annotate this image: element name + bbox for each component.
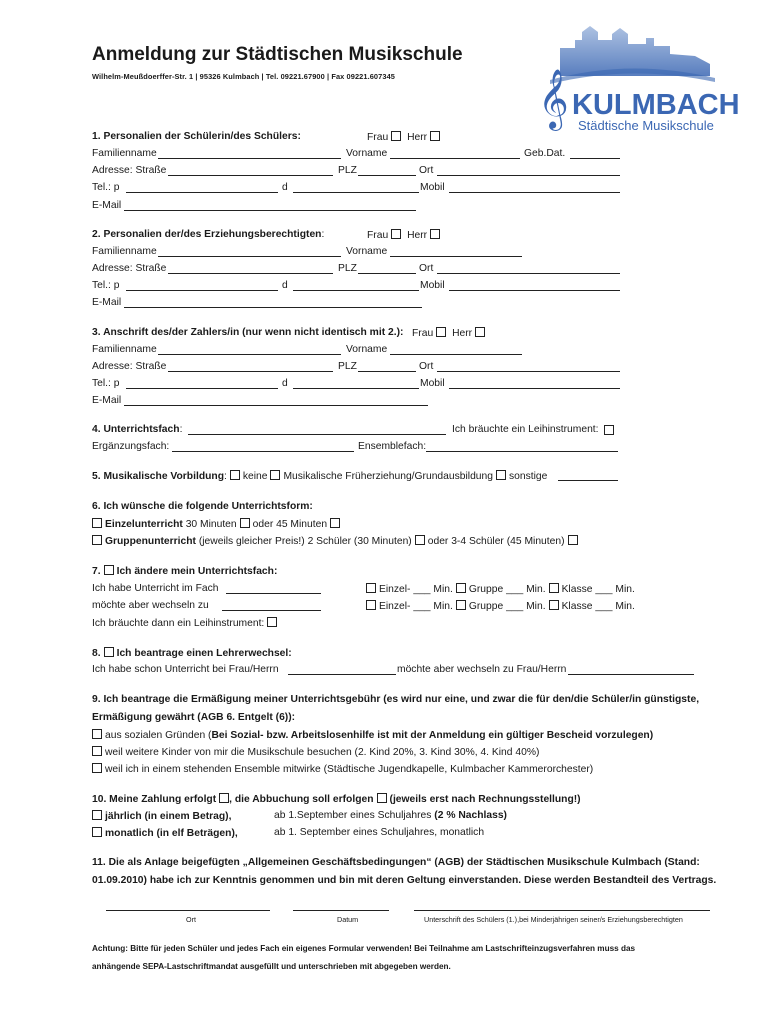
s1-mobil-field[interactable] — [449, 192, 620, 193]
s6-einzel-45-checkbox[interactable] — [330, 518, 340, 528]
s7-r2-min3: Min. — [615, 601, 635, 612]
svg-text:𝄞: 𝄞 — [538, 69, 569, 129]
s6-gruppe-2-checkbox[interactable] — [415, 535, 425, 545]
s9-opt2-label: weil weitere Kinder von mir die Musikschule besuchen (2. Kind 20%, 3. Kind 30%, 4. Kind 40%) — [105, 747, 540, 758]
s6-heading: 6. Ich wünsche die folgende Unterrichtsform: — [92, 501, 313, 512]
s5-keine-label: keine — [242, 471, 268, 482]
s9-opt3-row — [92, 763, 593, 776]
s2-herr-label: Herr — [407, 230, 428, 241]
s6-gruppe-checkbox[interactable] — [92, 535, 102, 545]
s2-ort-field[interactable] — [437, 273, 620, 274]
s7-leih-checkbox[interactable] — [267, 617, 277, 627]
s9-opt1-note: Bei Sozial- bzw. Arbeitslosenhilfe ist mit der Anmeldung ein gültiger Bescheid vorzulegen) — [211, 730, 654, 741]
s6-gruppe-2: (jeweils gleicher Preis!) 2 Schüler (30 Minuten) — [198, 536, 412, 547]
footer-line2: anhängende SEPA-Lastschriftmandat ausgefüllt und unterschrieben mit abgegeben werden. — [92, 962, 451, 971]
s10-monatlich-row — [92, 827, 238, 840]
kulmbach-logo — [520, 18, 740, 136]
s2-heading: 2. Personalien der/des Erziehungsberechtigten — [92, 229, 322, 240]
s6-gruppe-34-checkbox[interactable] — [568, 535, 578, 545]
s2-familienname-field[interactable] — [158, 256, 341, 257]
s7-heading-row — [92, 565, 277, 578]
s5-sonstige-checkbox[interactable] — [496, 470, 506, 480]
s7-r1-min2: Min. — [526, 584, 546, 595]
s1-gender — [367, 131, 443, 144]
s10-jaehrlich-info: ab 1.September eines Schuljahres — [274, 810, 432, 821]
s7-leih-label: Ich bräuchte dann ein Leihinstrument: — [92, 618, 265, 629]
school-address: Wilhelm-Meußdoerffer-Str. 1 | 95326 Kulmbach | Tel. 09221.67900 | Fax 09221.607345 — [92, 72, 395, 81]
s9-opt3-checkbox[interactable] — [92, 763, 102, 773]
s3-strasse-field[interactable] — [168, 371, 333, 372]
s4-ergaenzung-field[interactable] — [172, 451, 354, 452]
s1-mobil-label: Mobil — [420, 182, 445, 193]
s4-ensemble-field[interactable] — [426, 451, 618, 452]
s6-einzel-label: Einzelunterricht — [105, 519, 183, 530]
s7-r1-klasse-checkbox[interactable] — [549, 583, 559, 593]
s3-familienname-field[interactable] — [158, 354, 341, 355]
s8-heading: Ich beantrage einen Lehrerwechsel: — [116, 648, 292, 659]
s7-r1-klasse: Klasse — [561, 584, 593, 595]
s2-adresse-label: Adresse: Straße — [92, 263, 167, 274]
s11-line1: 11. Die als Anlage beigefügten „Allgemeinen Geschäftsbedingungen“ (AGB) der Städtischen Musikschule Kulmbach (Stand: — [92, 857, 700, 868]
s5-frueh-label: Musikalische Früherziehung/Grundausbildung — [283, 471, 493, 482]
s10-heading-c: (jeweils erst nach Rechnungsstellung!) — [389, 794, 581, 805]
s1-gebdat-label: Geb.Dat. — [524, 148, 566, 159]
s1-vorname-label: Vorname — [346, 148, 388, 159]
s2-vorname-field[interactable] — [390, 256, 522, 257]
s10-jaehrlich-nachlass: (2 % Nachlass) — [434, 810, 507, 821]
s2-tel-d-label: d — [282, 280, 288, 291]
s3-adresse-label: Adresse: Straße — [92, 361, 167, 372]
s7-r2-klasse-checkbox[interactable] — [549, 600, 559, 610]
footer-line1: Achtung: Bitte für jeden Schüler und jedes Fach ein eigenes Formular verwenden! Bei Teilnahme am Lastschrifteinzugsverfahren muss das — [92, 944, 636, 953]
s3-frau-label: Frau — [412, 328, 434, 339]
s1-frau-checkbox[interactable] — [391, 131, 401, 141]
s2-colon: : — [321, 229, 325, 240]
s1-ort-label: Ort — [419, 165, 434, 176]
s6-einzel-30: 30 Minuten — [185, 519, 237, 530]
s1-email-label: E-Mail — [92, 200, 122, 211]
s8-text1: Ich habe schon Unterricht bei Frau/Herrn — [92, 664, 279, 675]
signature-datum-field[interactable] — [293, 910, 389, 911]
s7-row1-field[interactable] — [226, 593, 321, 594]
s3-ort-label: Ort — [419, 361, 434, 372]
s4-leih-label: Ich bräuchte ein Leihinstrument: — [452, 424, 599, 435]
s10-monatlich-info: ab 1. September eines Schuljahres, monatlich — [274, 827, 485, 838]
s2-mobil-field[interactable] — [449, 290, 620, 291]
s2-email-field[interactable] — [124, 307, 422, 308]
logo-subtitle: Städtische Musikschule — [578, 118, 714, 133]
s2-mobil-label: Mobil — [420, 280, 445, 291]
s3-gender — [412, 327, 488, 340]
s3-ort-field[interactable] — [437, 371, 620, 372]
s2-gender — [367, 229, 443, 242]
s6-einzel-checkbox[interactable] — [92, 518, 102, 528]
s5-colon: : — [223, 471, 227, 482]
s7-r2-gruppe: Gruppe — [468, 601, 504, 612]
s7-r1-gruppe-checkbox[interactable] — [456, 583, 466, 593]
s4-ensemble-label: Ensemblefach: — [358, 441, 427, 452]
s9-opt2-checkbox[interactable] — [92, 746, 102, 756]
s2-vorname-label: Vorname — [346, 246, 388, 257]
s8-text2: möchte aber wechseln zu Frau/Herrn — [397, 664, 567, 675]
logo-city: KULMBACH — [572, 89, 740, 121]
s10-monatlich-label: monatlich (in elf Beträgen), — [105, 828, 238, 839]
s1-plz-field[interactable] — [358, 175, 416, 176]
s7-options-row2: Einzel- ___ Min. Gruppe ___ Min. Klasse ___ Min. — [366, 600, 635, 613]
s7-options-row1: Einzel- ___ Min. Gruppe ___ Min. Klasse ___ Min. — [366, 583, 635, 596]
s3-plz-label: PLZ — [338, 361, 357, 372]
s10-jaehrlich-checkbox[interactable] — [92, 810, 102, 820]
s7-r1-gruppe: Gruppe — [468, 584, 504, 595]
s3-mobil-field[interactable] — [449, 388, 620, 389]
s1-herr-checkbox[interactable] — [430, 131, 440, 141]
s9-opt1-row — [92, 729, 653, 742]
s1-herr-label: Herr — [407, 132, 428, 143]
s2-heading-wrap — [92, 229, 324, 241]
s3-tel-label: Tel.: p — [92, 378, 120, 389]
s5-heading: 5. Musikalische Vorbildung — [92, 471, 224, 482]
signature-label: Unterschrift des Schülers (1.),bei Minderjährigen seiner/s Erziehungsberechtigten — [424, 915, 683, 924]
s6-einzel-row — [92, 518, 343, 531]
s1-plz-label: PLZ — [338, 165, 357, 176]
s1-vorname-field[interactable] — [390, 158, 520, 159]
s7-r1-einzel: Einzel- — [379, 584, 411, 595]
s1-frau-label: Frau — [367, 132, 389, 143]
signature-ort-label: Ort — [186, 915, 196, 924]
s4-colon: : — [179, 424, 183, 435]
s3-plz-field[interactable] — [358, 371, 416, 372]
s6-gruppe-row — [92, 535, 581, 548]
s1-familienname-label: Familienname — [92, 148, 157, 159]
s8-heading-row — [92, 647, 292, 660]
s9-heading: 9. Ich beantrage die Ermäßigung meiner Unterrichtsgebühr (es wird nur eine, und zwar die für den/die Schüler/in günstigste, — [92, 694, 700, 705]
s7-row2-field[interactable] — [222, 610, 321, 611]
s6-einzel-30-checkbox[interactable] — [240, 518, 250, 528]
s6-gruppe-34-label: oder 3-4 Schüler (45 Minuten) — [427, 536, 565, 547]
s7-r2-einzel: Einzel- — [379, 601, 411, 612]
s2-frau-checkbox[interactable] — [391, 229, 401, 239]
signature-field[interactable] — [414, 910, 710, 911]
s7-heading: Ich ändere mein Unterrichtsfach: — [116, 566, 278, 577]
s7-r2-min1: Min. — [433, 601, 453, 612]
s10-abbuchung-checkbox[interactable] — [377, 793, 387, 803]
s8-checkbox[interactable] — [104, 647, 114, 657]
s2-tel-p-field[interactable] — [126, 290, 278, 291]
s1-tel-label: Tel.: p — [92, 182, 120, 193]
s8-current-teacher-field[interactable] — [288, 674, 396, 675]
s4-leih-checkbox[interactable] — [604, 425, 614, 435]
s6-gruppe-label: Gruppenunterricht — [105, 536, 196, 547]
s2-ort-label: Ort — [419, 263, 434, 274]
s1-heading: 1. Personalien der Schülerin/des Schülers: — [92, 131, 301, 142]
s3-tel-p-field[interactable] — [126, 388, 278, 389]
s5-frueh-checkbox[interactable] — [270, 470, 280, 480]
s1-email-field[interactable] — [124, 210, 416, 211]
s1-ort-field[interactable] — [437, 175, 620, 176]
s5-sonstige-field[interactable] — [558, 480, 618, 481]
s7-number: 7. — [92, 566, 101, 577]
s8-number: 8. — [92, 648, 101, 659]
s10-heading-b: , die Abbuchung soll erfolgen — [229, 794, 374, 805]
signature-datum-label: Datum — [337, 915, 359, 924]
s3-mobil-label: Mobil — [420, 378, 445, 389]
s7-r2-einzel-checkbox[interactable] — [366, 600, 376, 610]
s3-familienname-label: Familienname — [92, 344, 157, 355]
s7-r1-einzel-checkbox[interactable] — [366, 583, 376, 593]
s7-r2-min2: Min. — [526, 601, 546, 612]
s7-r1-min3: Min. — [615, 584, 635, 595]
s3-tel-d-label: d — [282, 378, 288, 389]
s11-line2: 01.09.2010) habe ich zur Kenntnis genommen und bin mit deren Geltung einverstanden. Diese werden Bestandteil des Vertrags. — [92, 875, 717, 886]
s2-email-label: E-Mail — [92, 297, 122, 308]
s4-heading-wrap — [92, 424, 182, 436]
s7-r2-gruppe-checkbox[interactable] — [456, 600, 466, 610]
s3-email-label: E-Mail — [92, 395, 122, 406]
castle-logo-icon — [520, 18, 740, 136]
s3-heading: 3. Anschrift des/der Zahlers/in (nur wenn nicht identisch mit 2.): — [92, 327, 404, 338]
s2-tel-d-field[interactable] — [293, 290, 419, 291]
s9-opt3-label: weil ich in einem stehenden Ensemble mitwirke (Städtische Jugendkapelle, Kulmbacher Kammerorchester) — [105, 764, 594, 775]
s10-heading-row — [92, 793, 581, 806]
s5-sonstige-label: sonstige — [508, 471, 548, 482]
s7-r1-min1: Min. — [433, 584, 453, 595]
s1-familienname-field[interactable] — [158, 158, 341, 159]
s1-tel-d-field[interactable] — [293, 192, 419, 193]
s4-unterrichtsfach-field[interactable] — [188, 434, 446, 435]
s5-keine-checkbox[interactable] — [230, 470, 240, 480]
page-title: Anmeldung zur Städtischen Musikschule — [92, 44, 463, 65]
s3-herr-checkbox[interactable] — [475, 327, 485, 337]
s4-heading: 4. Unterrichtsfach — [92, 424, 180, 435]
s9-opt1-label: aus sozialen Gründen ( — [105, 730, 212, 741]
s10-zahlung-checkbox[interactable] — [219, 793, 229, 803]
signature-ort-field[interactable] — [106, 910, 270, 911]
s7-leih-row — [92, 617, 280, 630]
s2-herr-checkbox[interactable] — [430, 229, 440, 239]
s2-plz-label: PLZ — [338, 263, 357, 274]
s3-herr-label: Herr — [452, 328, 473, 339]
s2-frau-label: Frau — [367, 230, 389, 241]
s3-vorname-field[interactable] — [390, 354, 522, 355]
s10-monatlich-checkbox[interactable] — [92, 827, 102, 837]
s7-r2-klasse: Klasse — [561, 601, 593, 612]
s3-frau-checkbox[interactable] — [436, 327, 446, 337]
s1-adresse-label: Adresse: Straße — [92, 165, 167, 176]
s1-strasse-field[interactable] — [168, 175, 333, 176]
s1-tel-p-field[interactable] — [126, 192, 278, 193]
s7-row1-label: Ich habe Unterricht im Fach — [92, 583, 219, 594]
s9-heading2: Ermäßigung gewährt (AGB 6. Entgelt (6)): — [92, 712, 296, 723]
s5-row — [92, 470, 547, 483]
s3-vorname-label: Vorname — [346, 344, 388, 355]
s1-gebdat-field[interactable] — [570, 158, 620, 159]
s9-opt1-checkbox[interactable] — [92, 729, 102, 739]
s3-tel-d-field[interactable] — [293, 388, 419, 389]
s10-jaehrlich-info-row — [274, 810, 507, 822]
s4-ergaenzung-label: Ergänzungsfach: — [92, 441, 170, 452]
s10-jaehrlich-row — [92, 810, 231, 823]
s2-tel-label: Tel.: p — [92, 280, 120, 291]
s6-einzel-45-label: oder 45 Minuten — [252, 519, 328, 530]
s10-jaehrlich-label: jährlich (in einem Betrag), — [105, 811, 232, 822]
s2-plz-field[interactable] — [358, 273, 416, 274]
s1-tel-d-label: d — [282, 182, 288, 193]
s7-checkbox[interactable] — [104, 565, 114, 575]
s8-new-teacher-field[interactable] — [568, 674, 694, 675]
s2-familienname-label: Familienname — [92, 246, 157, 257]
s3-email-field[interactable] — [124, 405, 428, 406]
s9-opt2-row — [92, 746, 539, 759]
s2-strasse-field[interactable] — [168, 273, 333, 274]
s10-heading-a: 10. Meine Zahlung erfolgt — [92, 794, 217, 805]
s7-row2-label: möchte aber wechseln zu — [92, 600, 209, 611]
